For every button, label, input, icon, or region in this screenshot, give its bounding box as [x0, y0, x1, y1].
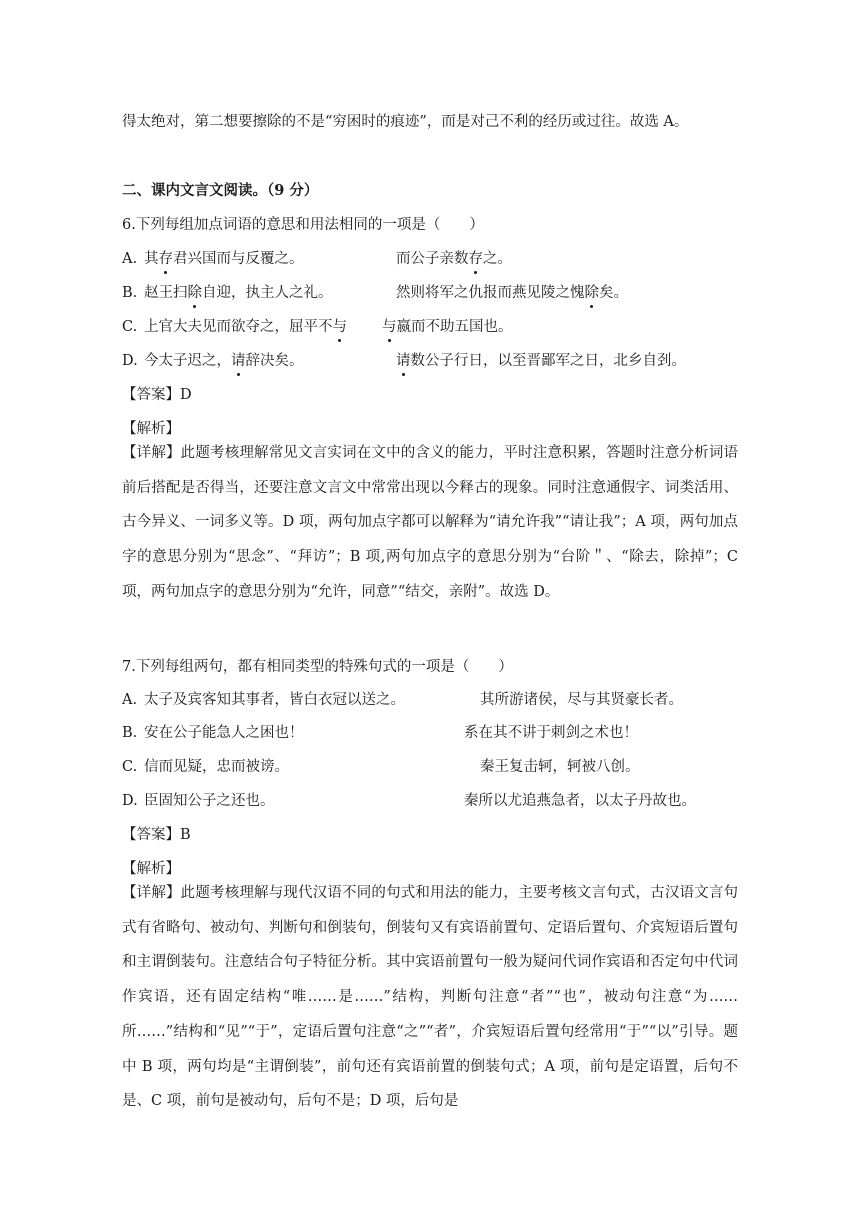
q7-option-d-right: 秦所以尤追燕急者，以太子丹故也。: [464, 793, 696, 809]
emphasis-dot-char: 存: [158, 251, 173, 267]
q7-option-c: C. 信而见疑，忠而被谤。: [122, 759, 289, 775]
emphasis-dot-char: 存: [468, 251, 483, 267]
emphasis-dot-char: 与: [332, 319, 347, 335]
q7-analysis-label: 【解析】: [122, 861, 180, 877]
q6-option-d: D. 今太子迟之，请辞决矣。: [122, 353, 304, 369]
q7-option-a-right: 其所游诸侯，尽与其贤豪长者。: [480, 692, 683, 708]
carryover-line: 得太绝对，第二想要擦除的不是“穷困时的痕迹”，而是对己不利的经历或过往。故选 A。: [122, 114, 689, 130]
q6-option-a-right: 而公子亲数存之。: [396, 251, 512, 267]
emphasis-dot-char: 除: [584, 285, 599, 301]
q6-option-b: B. 赵王扫除自迎，执主人之礼。: [122, 285, 333, 301]
emphasis-dot-char: 与: [382, 319, 397, 335]
q6-option-c: C. 上官大夫见而欲夺之，屈平不与: [122, 319, 347, 335]
q7-option-b-right: 系在其不讲于刺剑之术也！: [464, 725, 638, 741]
q7-option-c-right: 秦王复击轲，轲被八创。: [480, 759, 640, 775]
emphasis-dot-char: 请: [231, 353, 246, 369]
q7-option-d: D. 臣固知公子之还也。: [122, 793, 275, 809]
section-heading: 二、课内文言文阅读。（9 分）: [122, 182, 319, 199]
q7-option-a: A. 太子及宾客知其事者，皆白衣冠以送之。: [122, 692, 405, 708]
q6-detail: 【详解】此题考核理解常见文言实词在文中的含义的能力，平时注意积累，答题时注意分析词语前后搭配是否得当，还要注意文言文中常常出现以今释古的现象。同时注意通假字、词类活用、古今异义、一词多义等。D 项，两句加点字都可以解释为“请允许我”“请让我”；A 项，两句加点字的意思分别为“思念”、“拜访”；B 项,两句加点字的意思分别为“台阶＂、“除去，除掉”；C 项，两句加点字的意思分别为“允许，同意”“结交，亲附”。故选 D。: [122, 445, 738, 600]
q6-option-c-right: 与嬴而不助五国也。: [382, 319, 513, 335]
q6-option-d-right: 请数公子行日，以至晋鄙军之日，北乡自刭。: [396, 353, 686, 369]
emphasis-dot-char: 请: [396, 353, 411, 369]
q6-option-a: A. 其存君兴国而与反覆之。: [122, 251, 304, 267]
emphasis-dot-char: 除: [187, 285, 202, 301]
q6-analysis-label: 【解析】: [122, 421, 180, 437]
q6-stem: 6.下列每组加点词语的意思和用法相同的一项是（ ）: [122, 217, 484, 233]
q6-option-b-right: 然则将军之仇报而燕见陵之愧除矣。: [396, 285, 628, 301]
q7-detail: 【详解】此题考核理解与现代汉语不同的句式和用法的能力，主要考核文言句式，古汉语文言句式有省略句、被动句、判断句和倒装句，倒装句又有宾语前置句、定语后置句、介宾短语后置句和主谓倒装句。注意结合句子特征分析。其中宾语前置句一般为疑问代词作宾语和否定句中代词作宾语，还有固定结构“唯……是……”结构，判断句注意“者”“也”，被动句注意“为……所……”结构和“见”“于”，定语后置句注意“之”“者”，介宾短语后置句经常用“于”“以”引导。题中 B 项，两句均是“主谓倒装”，前句还有宾语前置的倒装句式；A 项，前句是定语置，后句不是、C 项，前句是被动句，后句不是；D 项，后句是: [122, 885, 738, 1110]
q6-answer: 【答案】D: [122, 387, 192, 403]
q7-answer: 【答案】B: [122, 827, 191, 843]
q7-stem: 7.下列每组两句，都有相同类型的特殊句式的一项是（ ）: [122, 659, 513, 675]
q7-option-b: B. 安在公子能急人之困也！: [122, 725, 304, 741]
